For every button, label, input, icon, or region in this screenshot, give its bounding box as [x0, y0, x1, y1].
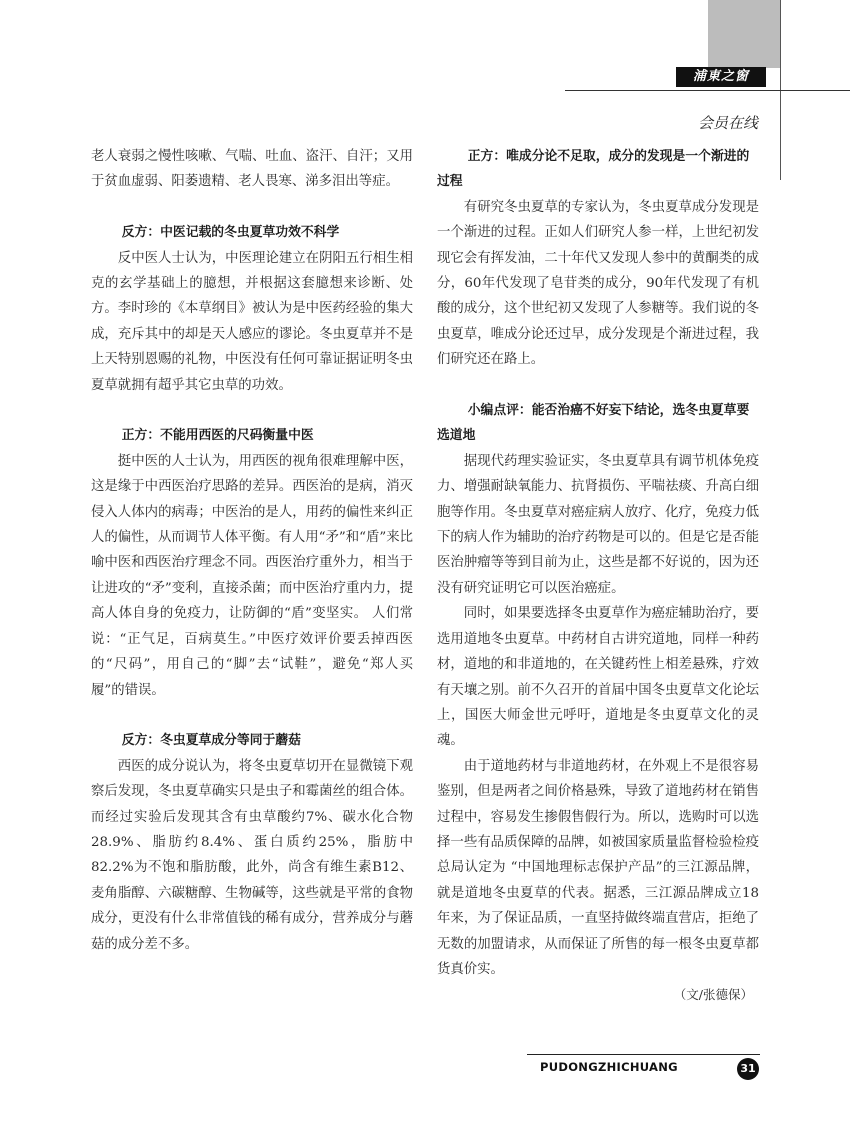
paragraph: 西医的成分说认为，将冬虫夏草切开在显微镜下观察后发现，冬虫夏草确实只是虫子和霉菌丝的组合体。而经过实验后发现其含有虫草酸约7%、碳水化合物28.9%、脂肪约8.4%、蛋白质约25%，脂肪中82.2%为不饱和脂肪酸，此外，尚含有维生素B12、麦角脂醇、六碳糖醇、生物碱等，这些就是平常的食物成分，更没有什么非常值钱的稀有成分，营养成分与蘑菇的成分差不多。	[91, 758, 413, 952]
paragraph: 老人衰弱之慢性咳嗽、气喘、吐血、盗汗、自汗；又用于贫血虚弱、阳萎遗精、老人畏寒、涕多泪出等症。	[91, 149, 413, 190]
footer-rule	[527, 1054, 760, 1055]
paragraph: 由于道地药材与非道地药材，在外观上不是很容易鉴别，但是两者之间价格悬殊，导致了道地药材在销售过程中，容易发生掺假售假行为。所以，选购时可以选择一些有品质保障的品牌，如被国家质量监督检验检疫总局认定为 “中国地理标志保护产品”的三江源品牌，就是道地冬虫夏草的代表。据悉，三江源品牌成立18年来，为了保证品质，一直坚持做终端直营店，拒绝了无数的加盟请求，从而保证了所售的每一根冬虫夏草都货真价实。	[437, 758, 759, 977]
left-column	[91, 144, 413, 957]
right-column	[437, 144, 759, 1008]
paragraph: 据现代药理实验证实，冬虫夏草具有调节机体免疫力、增强耐缺氧能力、抗肾损伤、平喘祛痰、升高白细胞等作用。冬虫夏草对癌症病人放疗、化疗，免疫力低下的病人作为辅助的治疗药物是可以的。但是它是否能医治肿瘤等等到目前为止，这些是都不好说的，因为还没有研究证明它可以医治癌症。	[437, 453, 759, 596]
page-number: 31	[737, 1058, 759, 1080]
subheading: 小编点评：能否治癌不好妄下结论，选冬虫夏草要选道地	[437, 403, 750, 444]
subheading: 正方：唯成分论不足取，成分的发现是一个渐进的过程	[437, 149, 750, 190]
magazine-logo: 浦東之窗	[676, 67, 766, 87]
author-byline: （文/张德保）	[673, 987, 753, 1003]
header-gray-block	[708, 0, 780, 68]
section-title: 会员在线	[697, 114, 758, 132]
paragraph: 同时，如果要选择冬虫夏草作为癌症辅助治疗，要选用道地冬虫夏草。中药材自古讲究道地，同样一种药材，道地的和非道地的，在关键药性上相差悬殊，疗效有天壤之别。前不久召开的首届中国冬虫夏草文化论坛上，国医大师金世元呼吁，道地是冬虫夏草文化的灵魂。	[437, 606, 759, 749]
header-horizontal-rule	[565, 90, 850, 91]
paragraph: 有研究冬虫夏草的专家认为，冬虫夏草成分发现是一个渐进的过程。正如人们研究人参一样，上世纪初发现它会有挥发油，二十年代又发现人参中的黄酮类的成分，60年代发现了皂苷类的成分，90年代发现了有机酸的成分，这个世纪初又发现了人参糖等。我们说的冬虫夏草，唯成分论还过早，成分发现是个渐进过程，我们研究还在路上。	[437, 199, 759, 368]
footer-brand: PUDONGZHICHUANG	[540, 1060, 678, 1074]
subheading: 反方：中医记载的冬虫夏草功效不科学	[121, 225, 340, 241]
subheading: 正方：不能用西医的尺码衡量中医	[121, 428, 314, 444]
subheading: 反方：冬虫夏草成分等同于蘑菇	[121, 733, 301, 749]
paragraph: 反中医人士认为，中医理论建立在阴阳五行相生相克的玄学基础上的臆想，并根据这套臆想来诊断、处方。李时珍的《本草纲目》被认为是中医药经验的集大成，充斥其中的却是天人感应的谬论。冬虫夏草并不是上天特别恩赐的礼物，中医没有任何可靠证据证明冬虫夏草就拥有超乎其它虫草的功效。	[91, 250, 413, 393]
paragraph: 挺中医的人士认为，用西医的视角很难理解中医，这是缘于中西医治疗思路的差异。西医治的是病，消灭侵入人体内的病毒；中医治的是人，用药的偏性来纠正人的偏性，从而调节人体平衡。有人用“矛”和“盾”来比喻中医和西医治疗理念不同。西医治疗重外力，相当于让进攻的“矛”变利，直接杀菌；而中医治疗重内力，提高人体自身的免疫力，让防御的“盾”变坚实。 人们常说：“正气足，百病莫生。”中医疗效评价要丢掉西医的“尺码”，用自己的“脚”去“试鞋”，避免“郑人买履”的错误。	[91, 453, 413, 698]
